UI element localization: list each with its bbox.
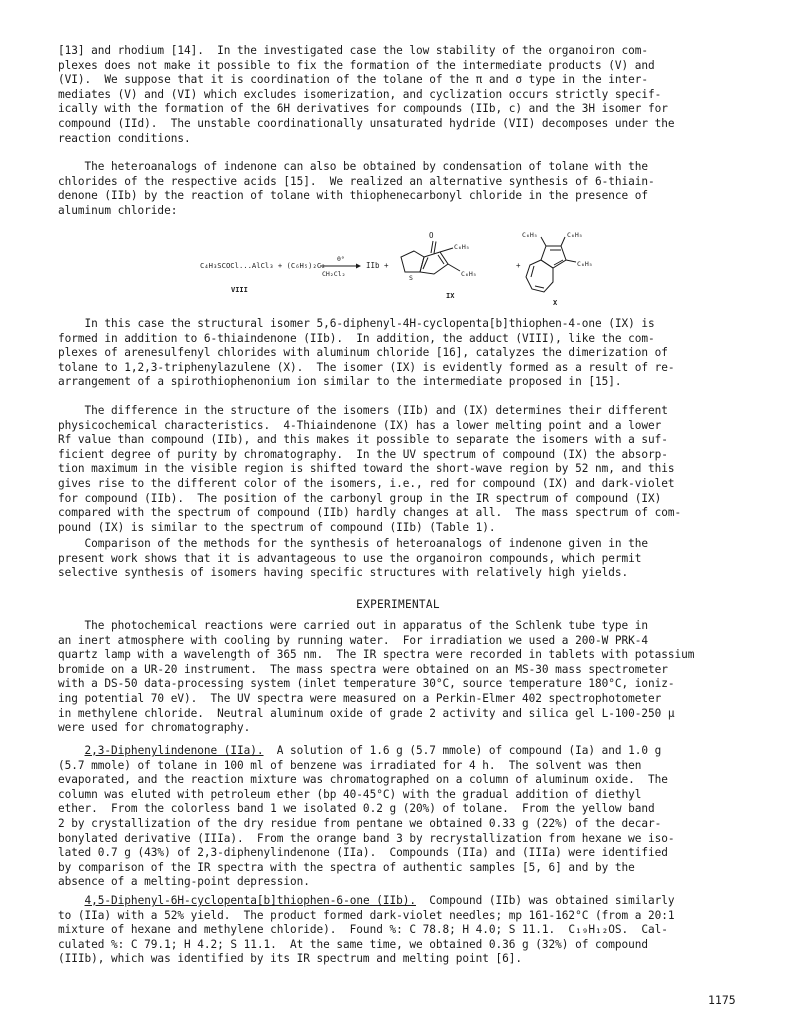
text-line: to (IIa) with a 52% yield. The product formed dark-violet needles; mp 161-162°C (from a 20:1 [58,908,675,922]
text-line: ing potential 70 eV). The UV spectra were measured on a Perkin-Elmer 402 spectrophotometer [58,691,662,705]
text-line [58,894,748,909]
label-x: X [553,299,558,307]
paragraph-structural-isomer [58,317,748,390]
paragraph-apparatus [58,619,748,736]
text-line: evaporated, and the reaction mixture was chromatographed on a column of aluminum oxide. The [58,773,668,787]
text-line: ficient degree of purity by chromatography. In the UV spectrum of compound (IX) the absorp- [58,447,668,461]
structure-x [526,237,576,292]
x-phenyl-left: C₆H₅ [522,231,538,239]
text-line: gives rise to the different color of the isomers, i.e., red for compound (IX) and dark-violet [58,476,675,490]
text-line: bromide on a UR-20 instrument. The mass spectra were obtained on an MS-30 mass spectrometer [58,662,668,676]
text-line: [13] and rhodium [14]. In the investigated case the low stability of the organoiron com- [58,44,648,57]
text-line: bonylated derivative (IIIa). From the orange band 3 by recrystallization from hexane we iso- [58,831,675,845]
label-ix: IX [446,292,455,300]
reaction-arrowhead [356,264,361,269]
ix-oxygen: O [429,231,434,240]
paragraph-heteroanalogs [58,160,748,218]
text-span: A solution of 1.6 g (5.7 mmole) of compound (Ia) and 1.0 g [263,744,662,757]
text-line: aluminum chloride: [58,203,178,217]
paragraph-comparison [58,537,748,581]
text-line: ether. From the colorless band 1 we isolated 0.2 g (20%) of tolane. From the yellow band [58,802,655,816]
text-line: mixture of hexane and methylene chloride). Found %: C 78.8; H 4.0; S 11.1. C₁₉H₁₂OS. Cal- [58,923,668,937]
text-line: compound (IId). The unstable coordinationally unsaturated hydride (VII) decomposes under the [58,116,675,130]
text-line: were used for chromatography. [58,721,251,735]
text-line: quartz lamp with a wavelength of 365 nm. The IR spectra were recorded in tablets with potassium [58,648,695,662]
text-line: culated %: C 79.1; H 4.2; S 11.1. At the same time, we obtained 0.36 g (32%) of compound [58,937,648,951]
text-line: chlorides of the respective acids [15]. We realized an alternative synthesis of 6-thiain- [58,174,655,188]
ix-sulfur: S [409,274,413,282]
text-line: The difference in the structure of the isomers (IIb) and (IX) determines their different [58,404,668,417]
text-line: physicochemical characteristics. 4-Thiaindenone (IX) has a lower melting point and a lower [58,418,662,432]
text-line: formed in addition to 6-thiaindenone (IIb). In addition, the adduct (VIII), like the com- [58,331,655,345]
text-line: tolane to 1,2,3-triphenylazulene (X). The isomer (IX) is evidently formed as a result of re- [58,360,675,374]
ix-phenyl-bottom: C₆H₅ [461,270,477,278]
text-line: (5.7 mmole) of tolane in 100 ml of benzene was irradiated for 4 h. The solvent was then [58,758,642,772]
text-line: absence of a melting-point depression. [58,875,310,889]
text-line: (VI). We suppose that it is coordination of the tolane of the π and σ type in the inter- [58,73,648,87]
reaction-scheme [0,226,796,310]
scheme-condition-solvent: CH₂Cl₂ [322,270,346,278]
text-line: Rf value than compound (IIb), and this makes it possible to separate the isomers with a suf- [58,433,668,447]
text-line: by comparison of the IR spectra with the spectra of authentic samples [5, 6] and by the [58,860,635,874]
text-line: pound (IX) is similar to the spectrum of compound (IIb) (Table 1). [58,520,496,534]
scheme-condition-temp: 0° [337,255,345,263]
paragraph-isomer-differences [58,404,748,535]
text-line: The photochemical reactions were carried out in apparatus of the Schlenk tube type in [58,619,648,632]
text-line: plexes does not make it possible to fix the formation of the intermediate products (V) and [58,58,655,72]
text-line: In this case the structural isomer 5,6-diphenyl-4H-cyclopenta[b]thiophen-4-one (IX) is [58,317,655,330]
text-line: 2 by crystallization of the dry residue from pentane we obtained 0.33 g (22%) of the decar- [58,816,662,830]
paragraph-compound-iia [58,744,748,890]
page-number: 1175 [708,993,736,1007]
text-line: present work shows that it is advantageous to use the organoiron compounds, which permit [58,551,642,565]
text-line: plexes of arenesulfenyl chlorides with aluminum chloride [16], catalyzes the dimerization of [58,346,668,360]
text-line: mediates (V) and (VI) which excludes isomerization, and cyclization occurs strictly specif- [58,87,662,101]
label-viii: VIII [231,286,248,294]
text-line: selective synthesis of isomers having specific structures with relatively high yields. [58,566,629,580]
text-span: Compound (IIb) was obtained similarly [415,894,675,907]
compound-title-iia: 2,3-Diphenylindenone (IIa). [84,744,264,757]
x-phenyl-right: C₆H₅ [567,231,583,239]
text-line: column was eluted with petroleum ether (bp 40-45°C) with the gradual addition of diethyl [58,787,642,801]
text-line [58,744,748,759]
x-phenyl-bottom: C₆H₅ [577,260,593,268]
paragraph-intermediates [58,44,748,146]
ix-phenyl-top: C₆H₅ [454,243,470,251]
text-line: ically with the formation of the 6H derivatives for compounds (IIb, c) and the 3H isomer for [58,102,668,116]
scheme-product-iib: IIb + [366,261,389,270]
text-line: with a DS-50 data-processing system (inlet temperature 30°C, source temperature 180°C, ioniz- [58,677,675,691]
section-heading-experimental: EXPERIMENTAL [356,598,440,611]
text-line: Comparison of the methods for the synthesis of heteroanalogs of indenone given in the [58,537,648,550]
text-line: compared with the spectrum of compound (IIb) hardly changes at all. The mass spectrum of com- [58,506,682,520]
text-line: The heteroanalogs of indenone can also be obtained by condensation of tolane with the [58,160,648,173]
text-line: in methylene chloride. Neutral aluminum oxide of grade 2 activity and silica gel L-100-250 μ [58,706,675,720]
scheme-plus: + [516,261,521,270]
text-line: an inert atmosphere with cooling by running water. For irradiation we used a 200-W PRK-4 [58,633,648,647]
scheme-reactants: C₄H₃SCOCl...AlCl₃ + (C₆H₅)₂C₂ [200,261,326,270]
text-line: lated 0.7 g (43%) of 2,3-diphenylindenone (IIa). Compounds (IIa) and (IIIa) were identified [58,846,668,860]
structure-ix [401,241,460,274]
compound-title-iib: 4,5-Diphenyl-6H-cyclopenta[b]thiophen-6-one (IIb). [84,894,416,907]
text-line: (IIIb), which was identified by its IR spectrum and melting point [6]. [58,952,523,966]
text-line: reaction conditions. [58,131,191,145]
text-line: denone (IIb) by the reaction of tolane with thiophenecarbonyl chloride in the presence of [58,189,648,203]
text-line: arrangement of a spirothiophenonium ion similar to the intermediate proposed in [15]. [58,375,622,389]
text-line: for compound (IIb). The position of the carbonyl group in the IR spectrum of compound (IX) [58,491,662,505]
paragraph-compound-iib [58,894,748,967]
text-line: tion maximum in the visible region is shifted toward the short-wave region by 52 nm, and this [58,462,675,476]
